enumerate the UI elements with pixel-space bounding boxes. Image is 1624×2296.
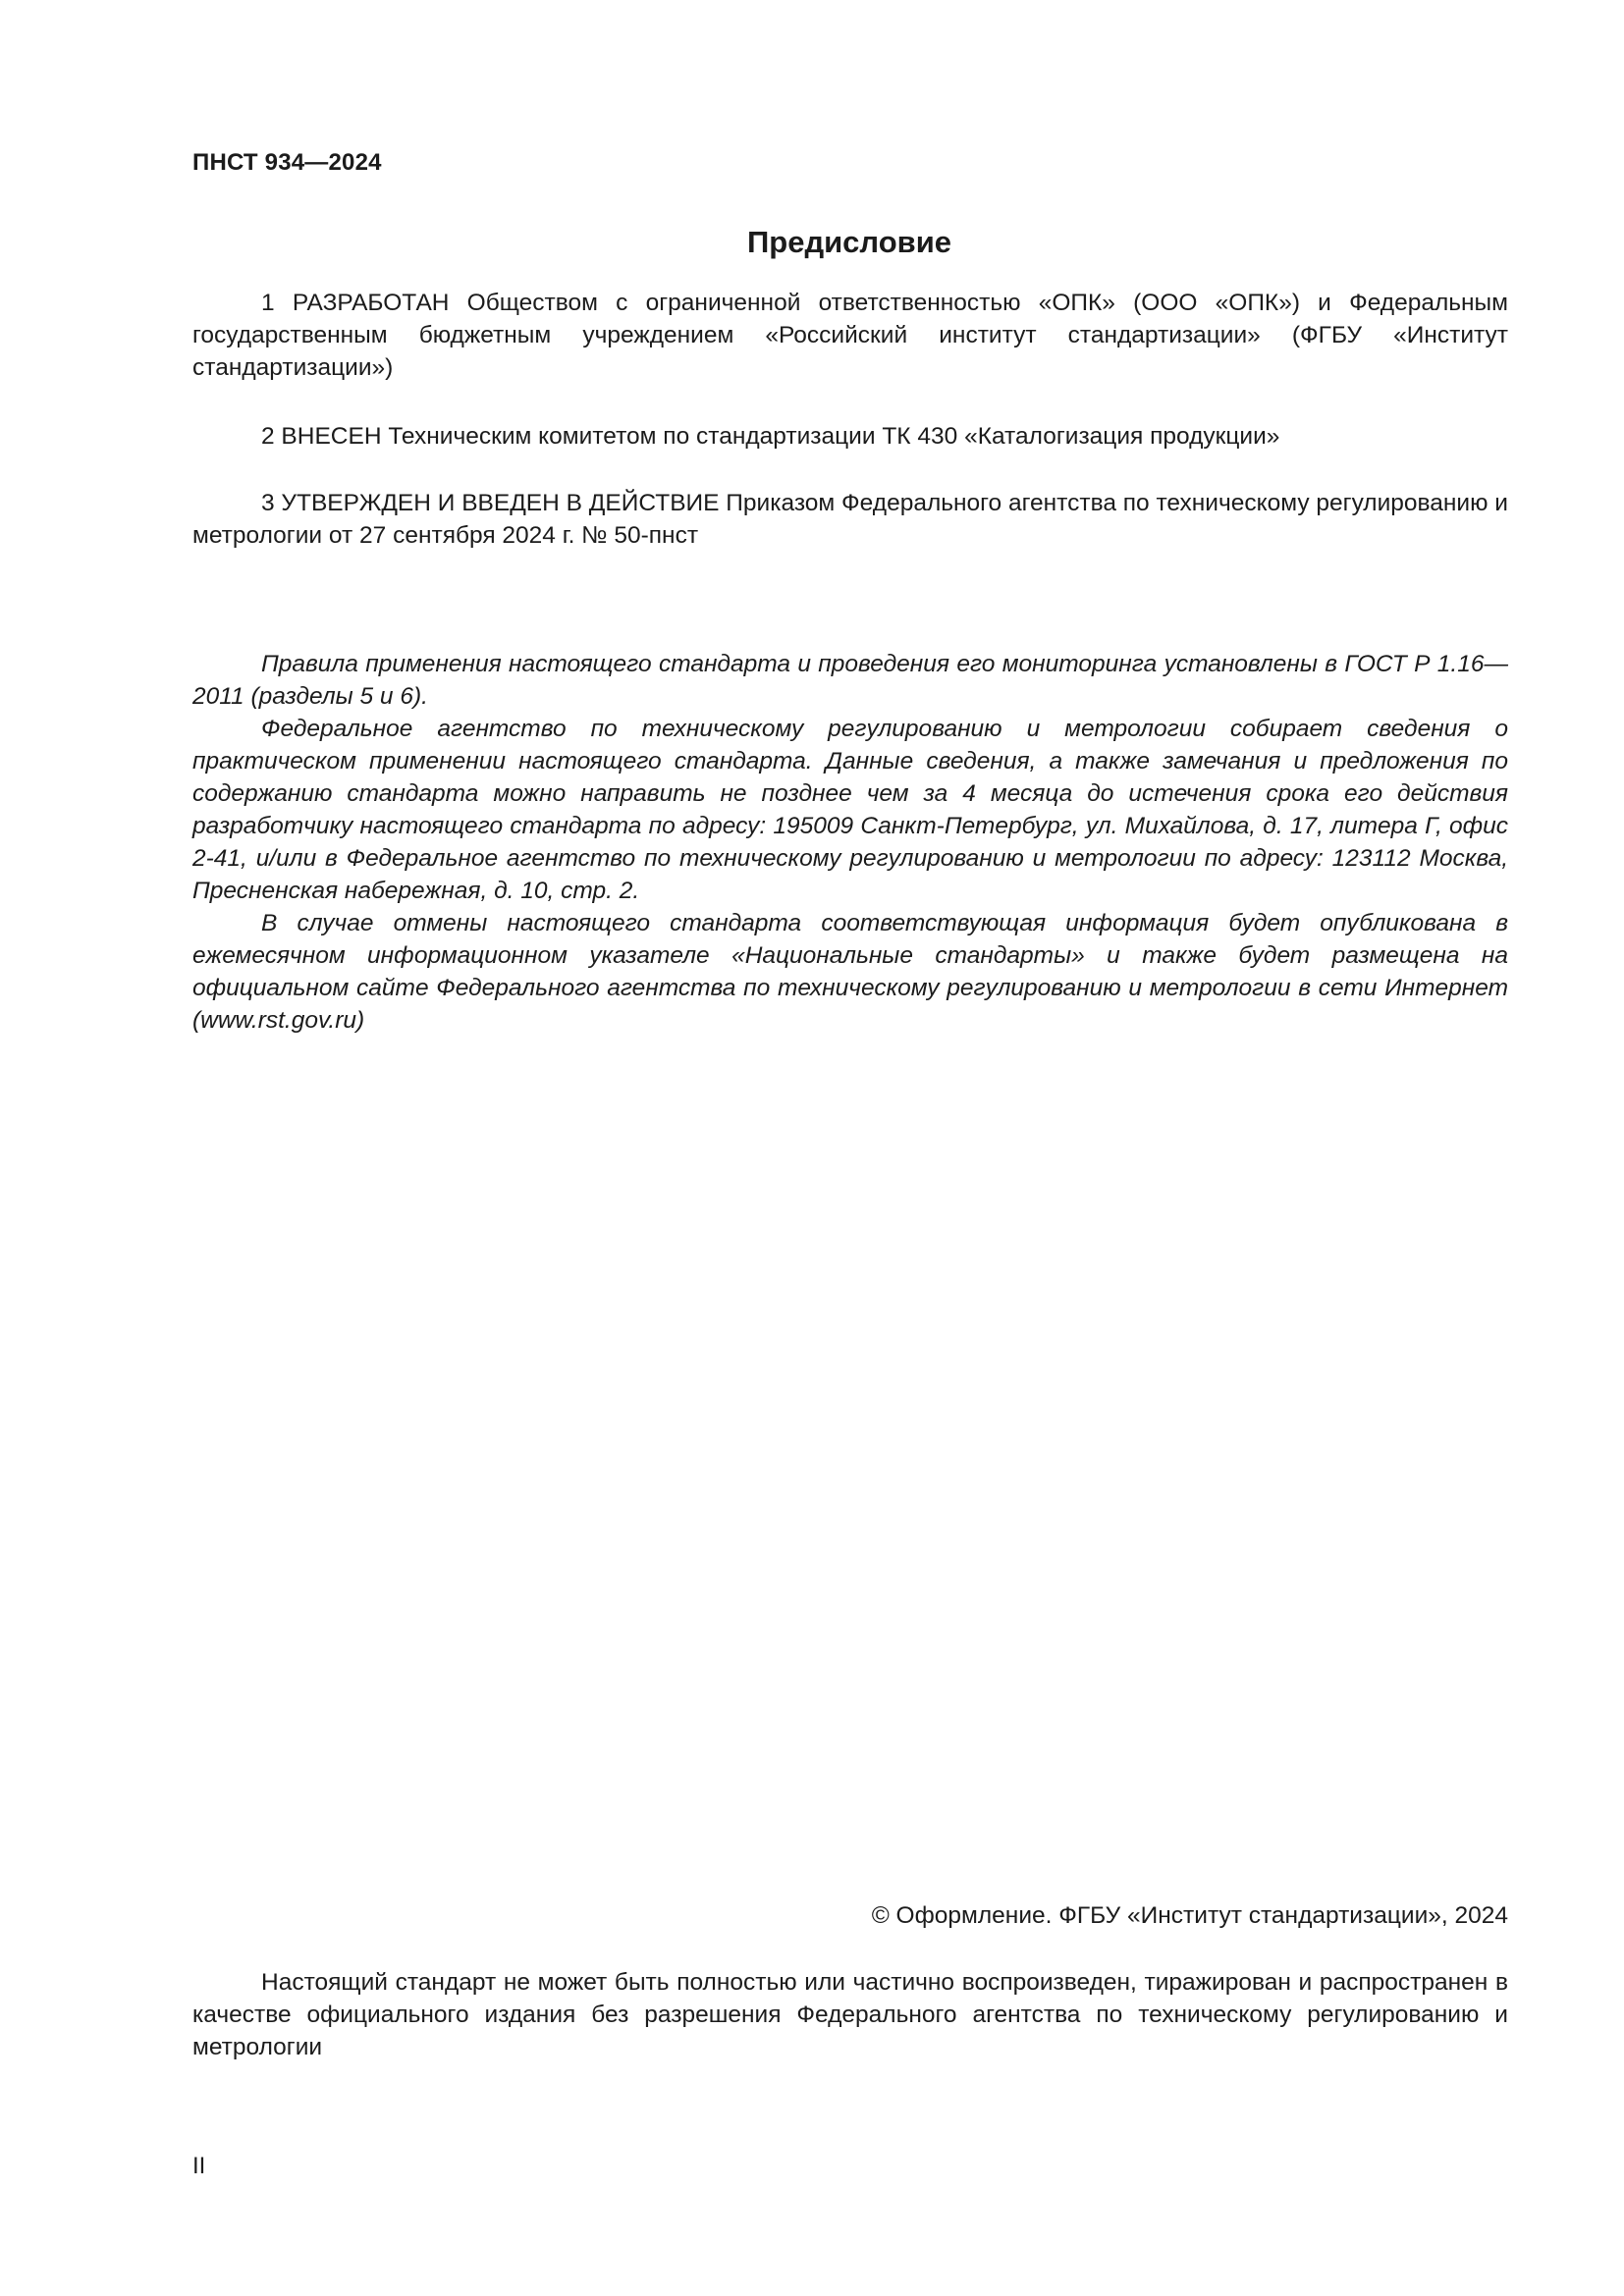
notice-block — [192, 648, 1508, 1037]
notice-cancellation: В случае отмены настоящего стандарта соответствующая информация будет опубликована в ежемесячном информационном указателе «Национальные стандарты» и также будет размещена на официальном сайте Федерального агентства по техническому регулированию и метрологии в сети Интернет (www.rst.gov.ru) — [192, 910, 1508, 1034]
preface-item-developed: 1 РАЗРАБОТАН Обществом с ограниченной ответственностью «ОПК» (ООО «ОПК») и Федеральным государственным бюджетным учреждением «Российский институт стандартизации» (ФГБУ «Институт стандартизации») — [192, 290, 1508, 381]
reproduction-notice: Настоящий стандарт не может быть полностью или частично воспроизведен, тиражирован и распространен в качестве официального издания без разрешения Федерального агентства по техническому регулированию и метрологии — [192, 1969, 1508, 2060]
document-code: ПНСТ 934—2024 — [192, 149, 382, 176]
page-number: II — [192, 2153, 206, 2179]
notice-feedback: Федеральное агентство по техническому регулированию и метрологии собирает сведения о практическом применении настоящего стандарта. Данные сведения, а также замечания и предложения по содержанию стандарта можно направить не позднее чем за 4 месяца до истечения срока его действия разработчику настоящего стандарта по адресу: 195009 Санкт-Петербург, ул. Михайлова, д. 17, литера Г, офис 2-41, и/или в Федеральное агентство по техническому регулированию и метрологии по адресу: 123112 Москва, Пресненская набережная, д. 10, стр. 2. — [192, 716, 1508, 904]
preface-title: Предисловие — [746, 225, 951, 259]
copyright-line: © Оформление. ФГБУ «Институт стандартизации», 2024 — [871, 1902, 1508, 1929]
preface-item-approved: 3 УТВЕРЖДЕН И ВВЕДЕН В ДЕЙСТВИЕ Приказом Федерального агентства по техническому регулированию и метрологии от 27 сентября 2024 г. № 50-пнст — [192, 490, 1508, 549]
preface-item-introduced: 2 ВНЕСЕН Техническим комитетом по стандартизации ТК 430 «Каталогизация продукции» — [261, 423, 1280, 450]
notice-rules: Правила применения настоящего стандарта и проведения его мониторинга установлены в ГОСТ Р 1.16—2011 (разделы 5 и 6). — [192, 651, 1508, 710]
